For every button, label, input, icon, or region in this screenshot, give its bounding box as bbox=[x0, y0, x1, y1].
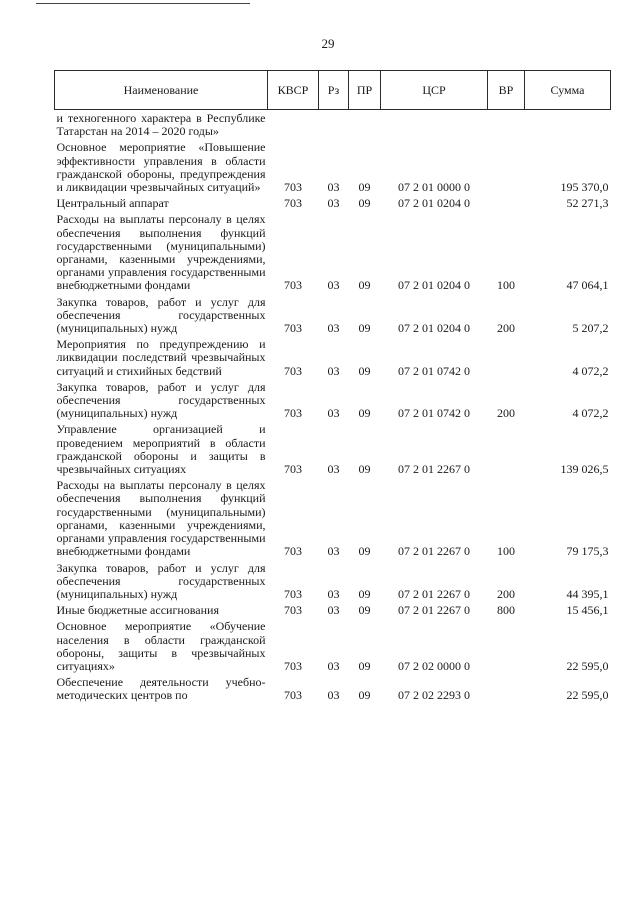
cell-rz: 03 bbox=[327, 688, 340, 703]
cell-pr: 09 bbox=[358, 586, 371, 601]
cell-name: Основное мероприятие «Обучение населения в области гражданской обороны, защиты в чрезвычайных ситуациях» bbox=[56, 619, 266, 673]
cell-kvsr: 703 bbox=[284, 544, 302, 559]
cell-rz: 03 bbox=[327, 321, 340, 336]
header-csr: ЦСР bbox=[381, 71, 488, 110]
cell-sum: 22 595,0 bbox=[566, 688, 609, 703]
cell-csr bbox=[381, 110, 488, 140]
cell-sum: 195 370,0 bbox=[560, 180, 609, 195]
header-sum: Сумма bbox=[525, 71, 611, 110]
cell-kvsr: 703 bbox=[284, 363, 302, 378]
header-kvsr: КВСР bbox=[268, 71, 319, 110]
cell-vr: 100 bbox=[497, 278, 515, 293]
cell-pr: 09 bbox=[358, 180, 371, 195]
cell-vr: 200 bbox=[497, 406, 515, 421]
cell-pr: 09 bbox=[358, 544, 371, 559]
cell-kvsr: 703 bbox=[284, 321, 302, 336]
cell-csr: 07 2 01 2267 0 bbox=[398, 544, 470, 559]
cell-pr: 09 bbox=[358, 658, 371, 673]
cell-csr: 07 2 01 0742 0 bbox=[398, 363, 470, 378]
cell-csr: 07 2 01 0204 0 bbox=[398, 278, 470, 293]
cell-sum: 4 072,2 bbox=[572, 406, 609, 421]
cell-vr: 200 bbox=[497, 586, 515, 601]
cell-sum: 4 072,2 bbox=[572, 363, 609, 378]
cell-pr: 09 bbox=[358, 196, 371, 211]
cell-name: Расходы на выплаты персоналу в целях обеспечения выполнения функций государственными (муниципальными) органами, казенными учреждениями, органами управления государственными внебюджетными фондами bbox=[56, 212, 266, 293]
cell-pr: 09 bbox=[358, 688, 371, 703]
table-body bbox=[55, 110, 611, 704]
cell-name: Закупка товаров, работ и услуг для обеспечения государственных (муниципальных) нужд bbox=[56, 560, 266, 601]
cell-name: Закупка товаров, работ и услуг для обеспечения государственных (муниципальных) нужд bbox=[56, 379, 266, 421]
budget-table bbox=[54, 70, 611, 704]
cell-csr: 07 2 01 0000 0 bbox=[398, 180, 470, 195]
table-row bbox=[55, 195, 611, 211]
cell-sum: 52 271,3 bbox=[566, 196, 609, 211]
cell-csr: 07 2 02 2293 0 bbox=[398, 688, 470, 703]
cell-kvsr: 703 bbox=[284, 196, 302, 211]
cell-vr bbox=[488, 674, 525, 703]
cell-sum: 44 395,1 bbox=[566, 586, 609, 601]
cell-vr bbox=[488, 139, 525, 195]
cell-csr: 07 2 01 0204 0 bbox=[398, 321, 470, 336]
table-header-row bbox=[55, 71, 611, 110]
cell-kvsr: 703 bbox=[284, 658, 302, 673]
cell-rz: 03 bbox=[327, 658, 340, 673]
cell-name: Основное мероприятие «Повышение эффективности управления в области гражданской обороны, предупреждения и ликвидации чрезвычайных ситуаций» bbox=[56, 140, 266, 195]
cell-kvsr: 703 bbox=[284, 586, 302, 601]
cell-csr: 07 2 01 2267 0 bbox=[398, 462, 470, 477]
cell-sum: 139 026,5 bbox=[560, 462, 609, 477]
table-row bbox=[55, 477, 611, 559]
cell-rz: 03 bbox=[327, 406, 340, 421]
cell-kvsr: 703 bbox=[284, 688, 302, 703]
cell-kvsr: 703 bbox=[284, 406, 302, 421]
table-row bbox=[55, 139, 611, 195]
header-pr: ПР bbox=[349, 71, 381, 110]
cell-csr: 07 2 01 0742 0 bbox=[398, 406, 470, 421]
header-rz: Рз bbox=[319, 71, 349, 110]
table-row bbox=[55, 618, 611, 674]
cell-vr bbox=[488, 421, 525, 477]
cell-rz bbox=[319, 110, 349, 140]
cell-vr: 100 bbox=[497, 544, 515, 559]
cell-rz: 03 bbox=[327, 363, 340, 378]
cell-pr: 09 bbox=[358, 603, 371, 618]
cell-vr bbox=[488, 195, 525, 211]
cell-csr: 07 2 01 2267 0 bbox=[398, 586, 470, 601]
table-row bbox=[55, 421, 611, 477]
header-vr: ВР bbox=[488, 71, 525, 110]
cell-pr: 09 bbox=[358, 321, 371, 336]
cell-name: Закупка товаров, работ и услуг для обеспечения государственных (муниципальных) нужд bbox=[56, 294, 266, 336]
page-number: 29 bbox=[321, 36, 335, 51]
cell-csr: 07 2 02 0000 0 bbox=[398, 658, 470, 673]
cell-rz: 03 bbox=[327, 180, 340, 195]
cell-kvsr bbox=[268, 110, 319, 140]
cell-kvsr: 703 bbox=[284, 462, 302, 477]
cell-pr: 09 bbox=[358, 406, 371, 421]
cell-vr bbox=[488, 336, 525, 379]
cell-kvsr: 703 bbox=[284, 603, 302, 618]
cell-rz: 03 bbox=[327, 544, 340, 559]
cell-kvsr: 703 bbox=[284, 278, 302, 293]
cell-kvsr: 703 bbox=[284, 180, 302, 195]
header-name: Наименование bbox=[55, 71, 268, 110]
cell-name: Центральный аппарат bbox=[56, 196, 169, 211]
table-row bbox=[55, 674, 611, 703]
cell-sum: 15 456,1 bbox=[566, 603, 609, 618]
cell-vr: 800 bbox=[497, 603, 515, 618]
cell-pr bbox=[349, 110, 381, 140]
table-row bbox=[55, 602, 611, 618]
cell-name: и техногенного характера в Республике Татарстан на 2014 – 2020 годы» bbox=[56, 111, 266, 139]
top-rule bbox=[36, 3, 250, 4]
cell-rz: 03 bbox=[327, 586, 340, 601]
table-row bbox=[55, 294, 611, 337]
cell-vr bbox=[488, 110, 525, 140]
cell-pr: 09 bbox=[358, 462, 371, 477]
cell-sum: 22 595,0 bbox=[566, 658, 609, 673]
cell-vr: 200 bbox=[497, 321, 515, 336]
cell-rz: 03 bbox=[327, 462, 340, 477]
cell-sum: 47 064,1 bbox=[566, 278, 609, 293]
cell-sum bbox=[525, 110, 611, 140]
table-row bbox=[55, 336, 611, 379]
cell-sum: 5 207,2 bbox=[572, 321, 609, 336]
cell-pr: 09 bbox=[358, 278, 371, 293]
cell-rz: 03 bbox=[327, 603, 340, 618]
table-row bbox=[55, 211, 611, 293]
cell-name: Управление организацией и проведением мероприятий в области гражданской обороны и защиты в чрезвычайных ситуациях bbox=[56, 422, 266, 477]
cell-pr: 09 bbox=[358, 363, 371, 378]
cell-csr: 07 2 01 0204 0 bbox=[398, 196, 470, 211]
cell-csr: 07 2 01 2267 0 bbox=[398, 603, 470, 618]
cell-name: Обеспечение деятельности учебно-методических центров по bbox=[56, 675, 266, 703]
cell-sum: 79 175,3 bbox=[566, 544, 609, 559]
table-row bbox=[55, 110, 611, 140]
cell-name: Мероприятия по предупреждению и ликвидации последствий чрезвычайных ситуаций и стихийных бедствий bbox=[56, 337, 266, 378]
cell-name: Расходы на выплаты персоналу в целях обеспечения выполнения функций государственными (муниципальными) органами, казенными учреждениями, органами управления государственными внебюджетными фондами bbox=[56, 478, 266, 559]
cell-name: Иные бюджетные ассигнования bbox=[56, 603, 219, 618]
table-row bbox=[55, 560, 611, 603]
table-row bbox=[55, 379, 611, 422]
cell-vr bbox=[488, 618, 525, 674]
cell-rz: 03 bbox=[327, 196, 340, 211]
cell-rz: 03 bbox=[327, 278, 340, 293]
